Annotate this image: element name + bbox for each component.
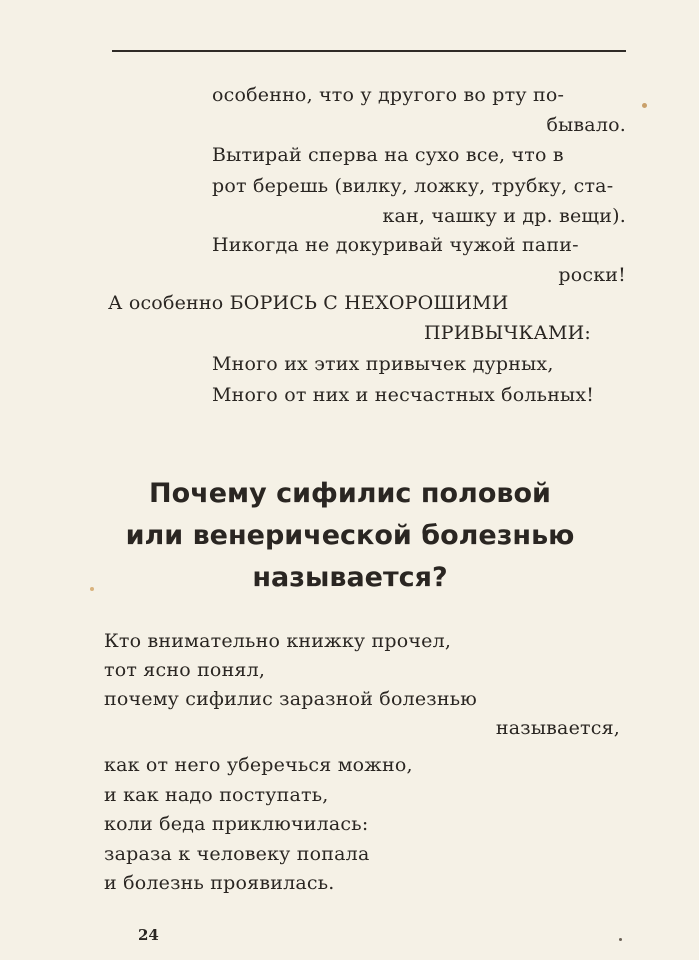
text-line-7: роски! [558, 264, 626, 286]
section-heading-line-1: Почему сифилис половой [149, 478, 551, 509]
verse-line-4: называется, [495, 717, 620, 739]
paper-speck [619, 938, 622, 941]
section-heading-line-3: называется? [252, 562, 448, 593]
rhyme-line-2: Много от них и несчастных больных! [212, 384, 595, 406]
text-line-3: Вытирай сперва на сухо все, что в [212, 144, 564, 166]
paper-speck [642, 103, 647, 108]
text-line-8: А особенно БОРИСЬ С НЕХОРОШИМИ [108, 292, 509, 314]
top-rule [112, 50, 626, 52]
verse-line-9: и болезнь проявилась. [104, 872, 335, 894]
text-line-4: рот берешь (вилку, ложку, трубку, ста- [212, 175, 614, 197]
page-number: 24 [138, 926, 159, 944]
text-line-2: бывало. [546, 114, 626, 136]
section-heading-line-2: или венерической болезнью [125, 520, 575, 551]
paper-speck [90, 587, 94, 591]
text-line-5: кан, чашку и др. вещи). [382, 205, 626, 227]
text-line-1: особенно, что у другого во рту по- [212, 84, 565, 106]
verse-line-1: Кто внимательно книжку прочел, [104, 630, 452, 652]
rhyme-line-1: Много их этих привычек дурных, [212, 353, 554, 375]
verse-line-5: как от него уберечься можно, [104, 754, 413, 776]
verse-line-3: почему сифилис заразной болезнью [104, 688, 478, 710]
verse-line-8: зараза к человеку попала [104, 843, 370, 865]
text-line-6: Никогда не докуривай чужой папи- [212, 234, 579, 256]
text-line-9: ПРИВЫЧКАМИ: [424, 322, 591, 344]
verse-line-7: коли беда приключилась: [104, 813, 369, 835]
verse-line-2: тот ясно понял, [104, 659, 266, 681]
verse-line-6: и как надо поступать, [104, 784, 329, 806]
